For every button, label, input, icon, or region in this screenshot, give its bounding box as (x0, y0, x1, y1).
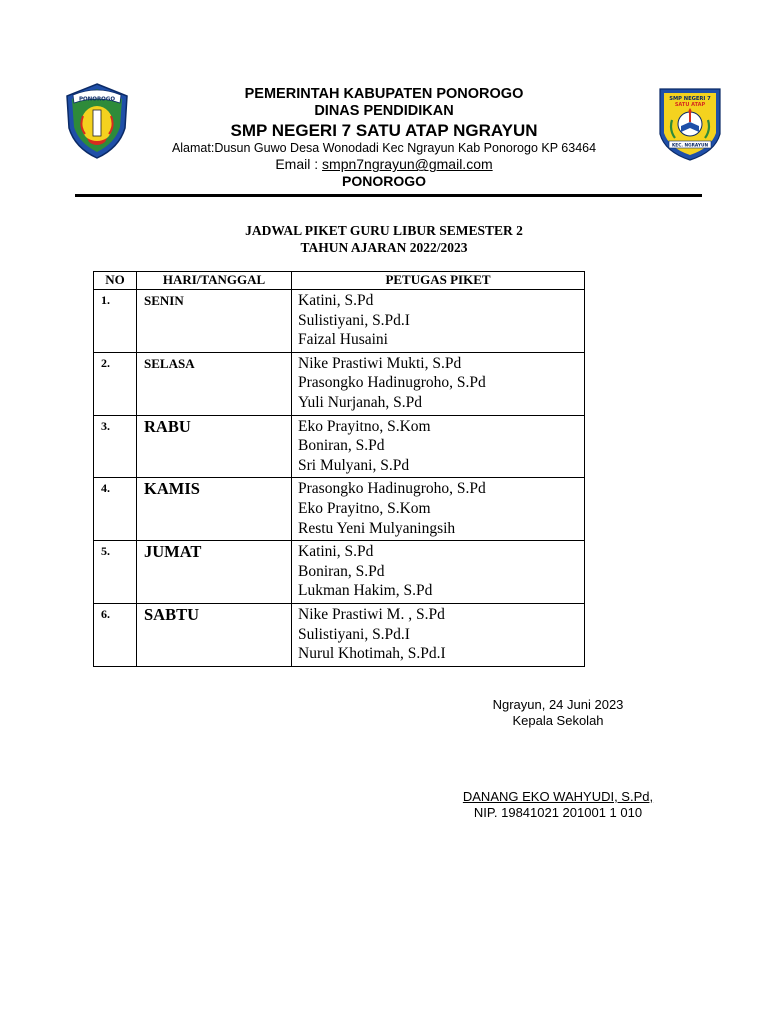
city-name: PONOROGO (341, 172, 426, 189)
officer-name: Faizal Husaini (298, 331, 388, 349)
letterhead (140, 86, 628, 190)
row-officers (292, 352, 585, 415)
officer-name: Sulistiyani, S.Pd.I (298, 625, 410, 643)
officer-name: Katini, S.Pd (298, 292, 374, 309)
school-name: SMP NEGERI 7 SATU ATAP NGRAYUN (230, 120, 538, 140)
signature-footer (440, 789, 676, 821)
government-name: PEMERINTAH KABUPATEN PONOROGO (244, 86, 524, 102)
officer-name: Sulistiyani, S.Pd.I (298, 311, 410, 329)
table-row (94, 290, 585, 353)
row-number: 1. (94, 290, 137, 353)
table-row (94, 478, 585, 541)
place-date: Ngrayun, 24 Juni 2023 (492, 697, 624, 712)
row-number: 6. (94, 603, 137, 666)
officer-name: Nike Prastiwi M. , S.Pd (298, 605, 445, 623)
row-number: 3. (94, 415, 137, 478)
officer-name: Restu Yeni Mulyaningsih (298, 519, 456, 537)
duty-schedule-table (93, 271, 585, 667)
row-number: 5. (94, 541, 137, 604)
signature-header (440, 697, 676, 729)
officer-name: Nurul Khotimah, S.Pd.I (298, 645, 446, 663)
officer-name: Sri Mulyani, S.Pd (298, 456, 410, 474)
officer-name: Eko Prayitno, S.Kom (298, 499, 431, 517)
signer-position: Kepala Sekolah (512, 713, 604, 728)
table-row (94, 415, 585, 478)
officer-name: Prasongko Hadinugroho, S.Pd (298, 374, 486, 392)
row-day: KAMIS (137, 478, 292, 541)
school-logo-text-bottom: KEC. NGRAYUN (671, 143, 709, 149)
header-no: NO (94, 272, 137, 290)
row-day: SABTU (137, 603, 292, 666)
header-day: HARI/TANGGAL (137, 272, 292, 290)
officer-name: Lukman Hakim, S.Pd (298, 582, 433, 600)
school-logo-text-top: SMP NEGERI 7 (669, 96, 711, 102)
email-line (140, 156, 628, 173)
document-title (0, 222, 768, 256)
row-number: 2. (94, 352, 137, 415)
signer-nip: NIP. 19841021 201001 1 010 (473, 805, 643, 820)
row-number: 4. (94, 478, 137, 541)
row-officers (292, 290, 585, 353)
row-officers (292, 415, 585, 478)
signer-name: DANANG EKO WAHYUDI, S.Pd, (462, 789, 654, 804)
row-day: RABU (137, 415, 292, 478)
officer-name: Yuli Nurjanah, S.Pd (298, 393, 422, 411)
table-row (94, 541, 585, 604)
row-day: JUMAT (137, 541, 292, 604)
title-line-2: TAHUN AJARAN 2022/2023 (300, 240, 468, 255)
officer-name: Katini, S.Pd (298, 543, 374, 561)
school-address: Alamat:Dusun Guwo Desa Wonodadi Kec Ngrayun Kab Ponorogo KP 63464 (171, 141, 597, 156)
department-name: DINAS PENDIDIKAN (314, 103, 454, 120)
header-officers: PETUGAS PIKET (292, 272, 585, 290)
row-officers (292, 541, 585, 604)
ponorogo-regency-logo (63, 82, 131, 160)
officer-name: Boniran, S.Pd (298, 562, 385, 580)
email-label: Email : (275, 156, 323, 173)
officer-name: Eko Prayitno, S.Kom (298, 417, 431, 435)
ponorogo-logo-text: PONOROGO (78, 96, 116, 103)
school-logo (657, 86, 723, 162)
row-officers (292, 603, 585, 666)
row-day: SENIN (137, 290, 292, 353)
officer-name: Boniran, S.Pd (298, 437, 385, 455)
email-link[interactable]: smpn7ngrayun@gmail.com (322, 156, 493, 173)
row-officers (292, 478, 585, 541)
table-row (94, 352, 585, 415)
table-header-row (94, 272, 585, 290)
officer-name: Nike Prastiwi Mukti, S.Pd (298, 354, 462, 372)
school-logo-text-mid: SATU ATAP (674, 102, 706, 108)
table-row (94, 603, 585, 666)
letterhead-divider (75, 194, 702, 197)
title-line-1: JADWAL PIKET GURU LIBUR SEMESTER 2 (245, 223, 523, 238)
row-day: SELASA (137, 352, 292, 415)
officer-name: Prasongko Hadinugroho, S.Pd (298, 480, 486, 498)
